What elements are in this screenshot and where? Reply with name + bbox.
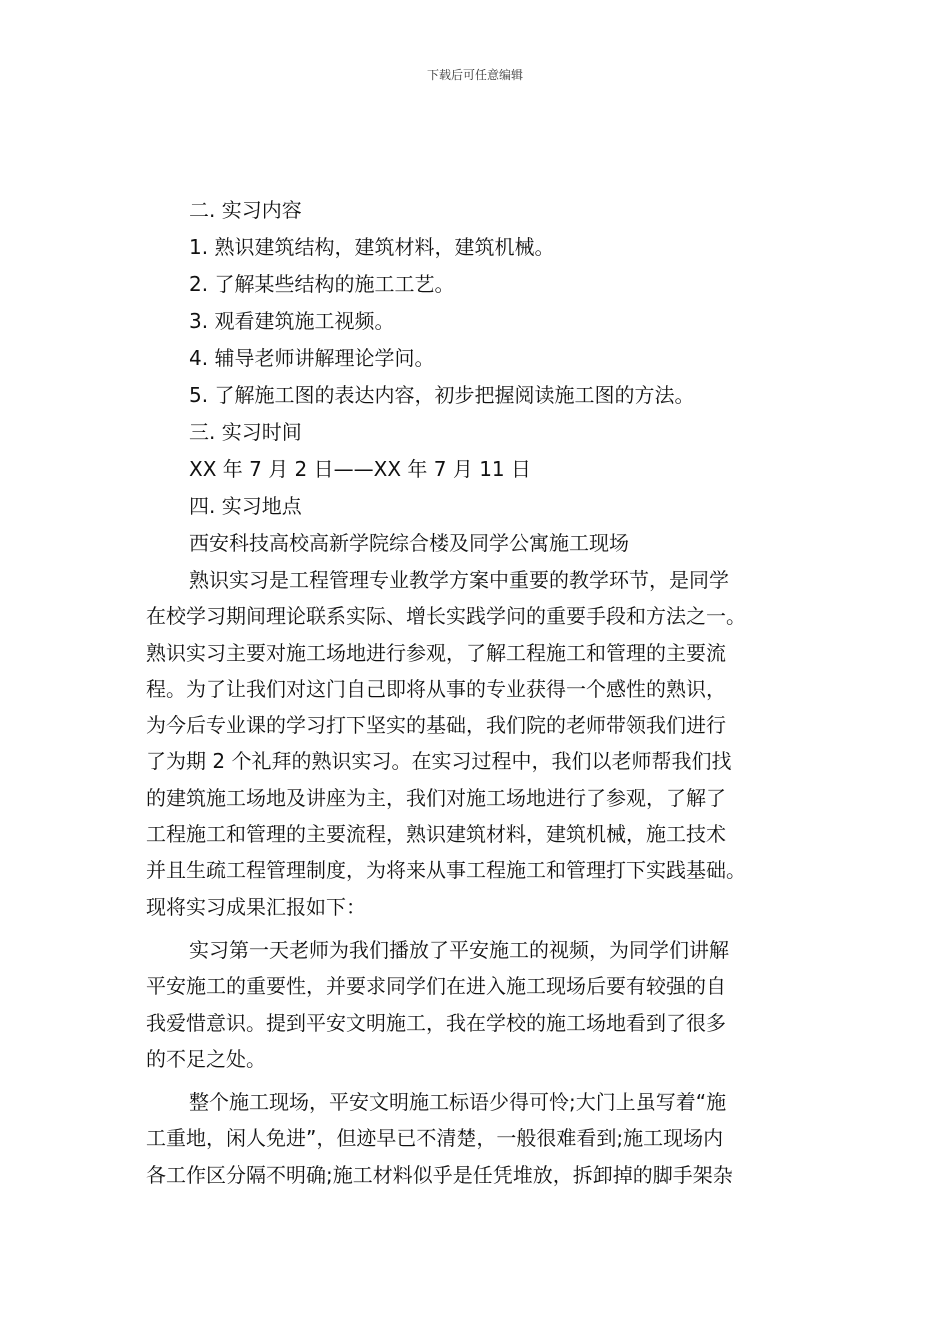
place-value: 西安科技高校高新学院综合楼及同学公寓施工现场 (189, 531, 629, 555)
time-value: XX 年 7 月 2 日——XX 年 7 月 11 日 (189, 457, 532, 481)
paragraph-line: 的建筑施工场地及讲座为主，我们对施工场地进行了参观，了解了 (146, 785, 726, 810)
content-item-4: 4. 辅导老师讲解理论学问。 (189, 346, 435, 370)
paragraph-1 (146, 562, 826, 925)
content-heading: 二. 实习内容 (189, 198, 302, 222)
paragraph-line: 并且生疏工程管理制度，为将来从事工程施工和管理打下实践基础。 (146, 858, 746, 883)
paragraph-line: 了为期 2 个礼拜的熟识实习。在实习过程中，我们以老师帮我们找 (146, 749, 732, 774)
paragraph-2 (146, 932, 826, 1077)
place-heading: 四. 实习地点 (189, 494, 302, 518)
paragraph-gap (146, 1077, 826, 1084)
paragraph-line: 的不足之处。 (146, 1046, 266, 1071)
paragraph-line: 平安施工的重要性，并要求同学们在进入施工现场后要有较强的自 (146, 974, 726, 999)
paragraph-line: 程。为了让我们对这门自己即将从事的专业获得一个感性的熟识， (146, 676, 726, 701)
paragraph-line: 熟识实习主要对施工场地进行参观，了解工程施工和管理的主要流 (146, 640, 726, 665)
page-header: 下载后可任意编辑 (426, 68, 523, 82)
document-body (146, 192, 826, 1193)
content-item-3: 3. 观看建筑施工视频。 (189, 309, 395, 333)
paragraph-gap (146, 925, 826, 932)
content-item-5: 5. 了解施工图的表达内容，初步把握阅读施工图的方法。 (189, 383, 695, 407)
paragraph-line: 在校学习期间理论联系实际、增长实践学问的重要手段和方法之一。 (146, 604, 746, 629)
paragraph-line: 各工作区分隔不明确;施工材料似乎是任凭堆放，拆卸掉的脚手架杂 (146, 1162, 733, 1187)
paragraph-line: 工重地，闲人免进”，但迹早已不清楚，一般很难看到;施工现场内 (146, 1126, 724, 1151)
paragraph-line: 为今后专业课的学习打下坚实的基础，我们院的老师带领我们进行 (146, 713, 726, 738)
paragraph-line: 现将实习成果汇报如下： (146, 894, 366, 919)
content-item-2: 2. 了解某些结构的施工工艺。 (189, 272, 455, 296)
paragraph-3 (146, 1084, 826, 1193)
paragraph-line: 整个施工现场，平安文明施工标语少得可怜;大门上虽写着“施 (189, 1090, 727, 1115)
paragraph-line: 熟识实习是工程管理专业教学方案中重要的教学环节，是同学 (189, 568, 729, 592)
paragraph-line: 实习第一天老师为我们播放了平安施工的视频，为同学们讲解 (189, 937, 729, 962)
paragraph-line: 我爱惜意识。提到平安文明施工，我在学校的施工场地看到了很多 (146, 1010, 726, 1035)
time-heading: 三. 实习时间 (189, 420, 302, 444)
paragraph-line: 工程施工和管理的主要流程，熟识建筑材料，建筑机械，施工技术 (146, 822, 726, 847)
content-item-1: 1. 熟识建筑结构，建筑材料，建筑机械。 (189, 235, 555, 259)
